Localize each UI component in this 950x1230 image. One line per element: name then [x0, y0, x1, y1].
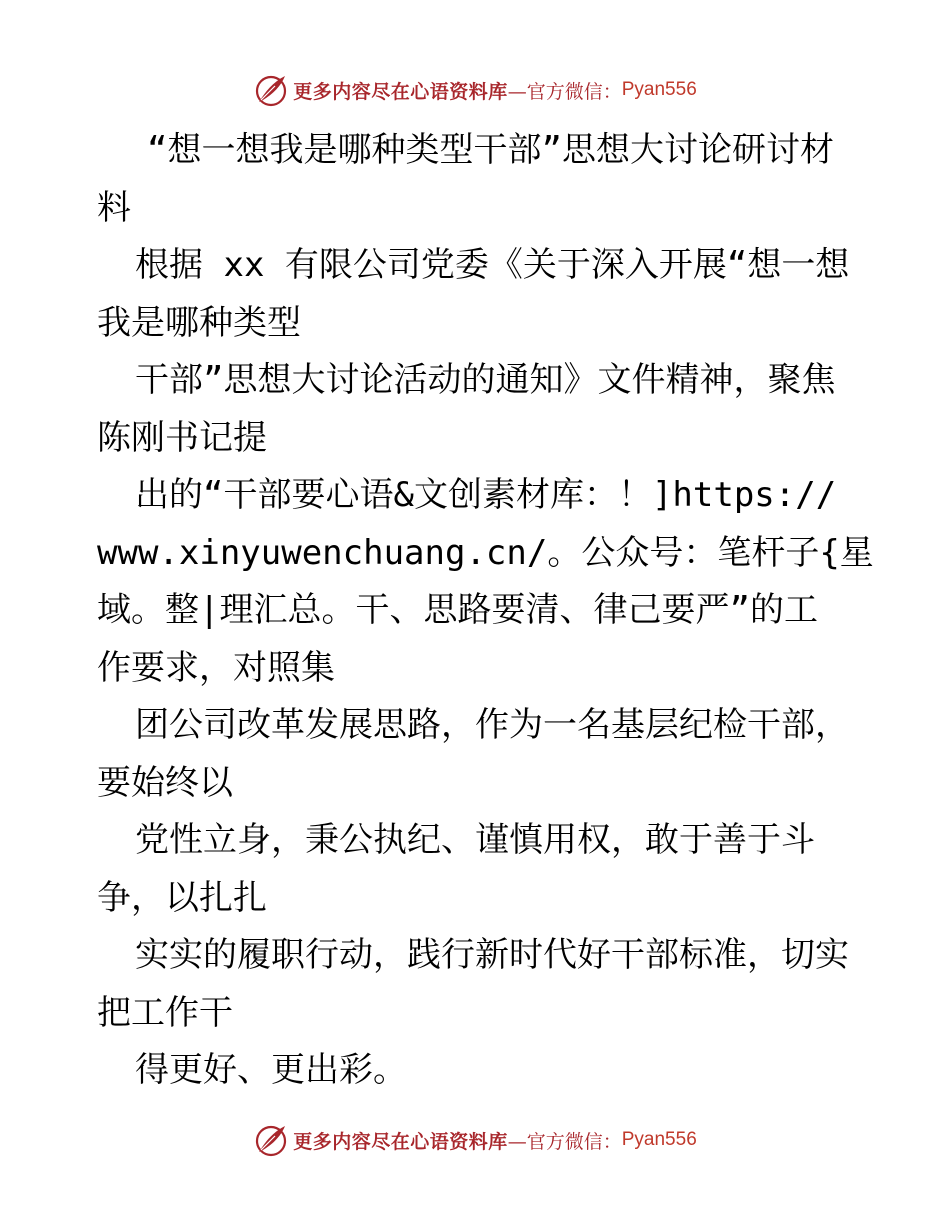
banner-content: [253, 72, 697, 108]
banner-wechat-id: Pyan556: [621, 1129, 697, 1150]
paragraph-line: 根据 xx 有限公司党委《关于深入开展“想一想: [135, 245, 850, 285]
doc-title-line-2: 料: [97, 187, 131, 228]
document-body: [97, 122, 874, 1100]
paragraph-line: 党性立身，秉公执纪、谨慎用权，敢于善于斗: [135, 820, 815, 860]
banner-content: [253, 1122, 697, 1158]
paragraph-line: 我是哪种类型: [97, 302, 301, 343]
banner-wechat-id: Pyan556: [621, 79, 697, 100]
banner-dash: —官方微信：: [507, 80, 622, 103]
doc-title-line-1: “想一想我是哪种类型干部”思想大讨论研讨材: [147, 130, 834, 170]
paragraph-line: www.xinyuwenchuang.cn/。公众号：笔杆子{星: [97, 532, 874, 573]
paragraph-line: 把工作干: [97, 992, 233, 1033]
paragraph-line: 争，以扎扎: [97, 877, 267, 918]
paragraph-line: 实实的履职行动，践行新时代好干部标准，切实: [135, 935, 849, 975]
paragraph-line: 出的“干部要心语&文创素材库：！]https://: [135, 475, 837, 515]
banner-text: 更多内容尽在心语资料库: [293, 80, 508, 103]
paragraph-line: 陈刚书记提: [97, 417, 267, 458]
banner-text: 更多内容尽在心语资料库: [293, 1130, 508, 1153]
header-watermark-banner: [0, 70, 950, 110]
banner-dash: —官方微信：: [507, 1130, 622, 1153]
paragraph-line: 要始终以: [97, 762, 233, 803]
paragraph-line: 作要求，对照集: [97, 647, 335, 688]
paragraph-line: 得更好、更出彩。: [135, 1050, 407, 1090]
paragraph-line: 域。整|理汇总。干、思路要清、律己要严”的工: [97, 590, 818, 630]
paragraph-line: 团公司改革发展思路，作为一名基层纪检干部，: [135, 705, 849, 745]
footer-watermark-banner: [0, 1120, 950, 1160]
feather-pen-logo-icon: [253, 72, 289, 108]
paragraph-line: 干部”思想大讨论活动的通知》文件精神，聚焦: [135, 360, 836, 400]
feather-pen-logo-icon: [253, 1122, 289, 1158]
